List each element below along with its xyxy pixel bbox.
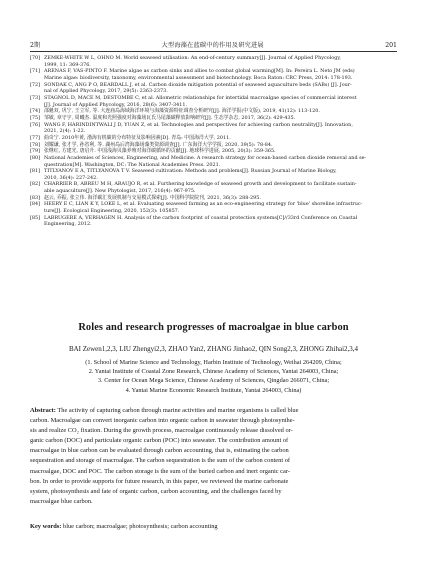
- reference-text: 邹敏, 章守宇, 周曦杰. 温度和光照强度对海藻场瓦氏马尾藻碳释放影响研究[J]. 生态学杂志, 2017, 36(2): 429-435.: [44, 114, 296, 121]
- reference-number: [77]: [30, 134, 41, 141]
- abstract-line: macroalgae in blue carbon can be evaluated through carbon accounting, that is, estimating the carbon: [30, 447, 289, 455]
- reference-text: 2010, 36(4): 227-242.: [44, 174, 98, 181]
- author-list: BAI Zewen1,2,3, LIU Zhengyi2,3, ZHAO Yan2, ZHANG Jinhao2, QIN Song2,3, ZHONG Zhihai2,3,4: [68, 345, 359, 353]
- reference-text: WANG F, HARINDINTWALI J D, YUAN Z, et al. Technologies and perspectives for achieving carbon neutrality[J]. Innovation,: [44, 121, 353, 128]
- reference-number: [30, 75, 44, 82]
- reference-number: [74]: [30, 108, 41, 115]
- reference-entry: [30, 195, 397, 202]
- reference-entry: [30, 55, 397, 62]
- reference-text: CHARRIER B, ABREU M H, ARAUJO R, et al. Furthering knowledge of seaweed growth and development to facilitate sustain-: [44, 181, 357, 188]
- reference-list: [30, 55, 397, 228]
- reference-number: [71]: [30, 68, 41, 75]
- reference-text: SONDAK C, ANG P O, BEARDALL J, et al. Carbon dioxide mitigation potential of seaweed aquaculture beds (SABs) [J]. Jour-: [44, 81, 352, 88]
- reference-text: Engineering, 2012.: [44, 221, 92, 228]
- abstract-line: sis and realize CO₂ fixation. During the growth process, macroalgae continuously release dissolved or-: [30, 427, 293, 435]
- affiliations: [30, 358, 397, 395]
- reference-entry: [30, 88, 397, 95]
- abstract-line: bon. In order to provide supports for future research, in this paper, we reviewed the marine carbonate: [30, 477, 289, 485]
- reference-text: TITLYANOV E A, TITLYANOVA T V. Seaweed cultivation: Methods and problems[J]. Russian Journal of Marine Biology,: [44, 168, 337, 175]
- abstract: [30, 406, 397, 507]
- reference-text: LABRUGERE A, VERHAGEN H. Analysis of the carbon footprint of coastal protection systems[C]//33rd Conference on Coastal: [44, 214, 358, 221]
- affiliation-line: 3. Center for Ocean Mega Science, Chinese Academy of Sciences, Qingdao 266071, China;: [97, 377, 330, 385]
- keywords-text: blue carbon; macroalgae; photosynthesis; carbon accounting: [61, 523, 218, 530]
- reference-text: ZEMKE-WHITE W L, OHNO M. World seaweed utilisation: An end-of-century summary[J]. Journal of Applied Phycology,: [44, 55, 341, 61]
- reference-number: [30, 175, 44, 182]
- reference-number: [75]: [30, 114, 41, 121]
- reference-number: [30, 102, 44, 109]
- reference-number: [83]: [30, 194, 41, 201]
- reference-text: questration[M]. Washington, DC: The National Academies Press. 2021.: [44, 161, 221, 168]
- reference-text: able aquaculture[J]. New Phytologist, 2017, 216(4): 967-975.: [44, 188, 196, 195]
- reference-text: [J]. Journal of Applied Phycology, 2016, 28(6): 3407-3411.: [44, 101, 188, 108]
- reference-text: 邵魁双, 巩宁, 王立军, 等. 大连庙岛海域海洋环境与海藻资源特征调查分析研究[J]. 海洋学报(中文版), 2019, 41(12): 113-120.: [44, 108, 320, 115]
- reference-text: 曲奇宁. 2010年黄, 渤海有机碳的分布特征及影响因素[D]. 青岛: 中国海洋大学, 2011.: [44, 134, 231, 141]
- reference-text: 张继红, 方建光, 唐启升. 中国浅海贝藻养殖对海洋碳循环的贡献[J]. 地球科学进展, 2005, 20(3): 359-365.: [44, 148, 276, 155]
- reference-entry: [30, 168, 397, 175]
- reference-text: 2021, 2(4): 1-22.: [44, 128, 86, 135]
- reference-text: ARENAS F, VAS-PINTO F. Marine algae as carbon sinks and allies to combat global warming[M]. In: Pereira L. Neto JM (eds): [44, 68, 355, 75]
- reference-entry: [30, 148, 397, 155]
- reference-entry: [30, 108, 397, 115]
- reference-number: [81]: [30, 168, 41, 175]
- keywords-label: Key words:: [30, 523, 62, 530]
- reference-entry: [30, 162, 397, 169]
- reference-number: [85]: [30, 214, 41, 221]
- reference-text: 赵云, 乔振, 张立伟. 海洋碳汇发展机制与交易模式探索[J]. 中国科学院院刊, 2021, 36(3): 288-295.: [44, 194, 261, 201]
- reference-number: [30, 162, 44, 169]
- reference-number: [73]: [30, 94, 41, 101]
- abstract-line: system, photosynthesis and fate of organic carbon, carbon accounting, and the challenges faced by: [30, 487, 282, 495]
- page-number: 201: [385, 42, 397, 49]
- reference-entry: [30, 155, 397, 162]
- abstract-label: Abstract:: [30, 407, 56, 414]
- reference-number: [80]: [30, 154, 41, 161]
- reference-entry: [30, 95, 397, 102]
- reference-number: [70]: [30, 55, 41, 61]
- reference-number: [30, 62, 44, 69]
- reference-text: STAGNOL D, MACE M, DESTOMBE C, et al. Allometric relationships for intertidal macroalgae species of commercial interest: [44, 94, 357, 101]
- reference-entry: [30, 188, 397, 195]
- keywords: [30, 523, 397, 530]
- reference-entry: [30, 122, 397, 129]
- affiliation-line: 2. Yantai Institute of Coastal Zone Research, Chinese Academy of Sciences, Yantai 264003, China;: [88, 368, 339, 376]
- reference-text: 1999, 11: 369-376.: [44, 61, 91, 68]
- abstract-line: macroalgae, DOC and POC. The carbon storage is the sum of the buried carbon and inert organic car-: [30, 467, 290, 475]
- reference-text: 刘耀谦, 张才学, 孙省利, 等. 湖州岛后湾海藻场藻类资源调查[J]. 广东海洋大学学报, 2020, 39(5): 78-84.: [44, 141, 273, 148]
- affiliation-line: (1. School of Marine Science and Technology, Harbin Institute of Technology, Weihai 264209, China;: [85, 359, 342, 366]
- reference-number: [72]: [30, 81, 41, 88]
- issue-label: 2期: [30, 42, 41, 49]
- reference-entry: [30, 215, 397, 222]
- running-title: 大型海藻在蓝碳中的作用及研究进展: [161, 42, 264, 49]
- abstract-text: The activity of capturing carbon through marine activities and marine organisms is called blue: [55, 407, 299, 414]
- reference-entry: [30, 221, 397, 228]
- abstract-line: sequestration and storage of macroalgae. The carbon sequestration is the sum of the carbon content of: [30, 457, 291, 465]
- abstract-line: macroalgae blue carbon.: [30, 497, 93, 505]
- reference-text: HEERY E C, LIAN K Y, LOKE L, et al. Evaluating seaweed farming as an eco-engineering strategy for 'blue' shoreline infrastruc-: [44, 201, 363, 208]
- reference-entry: [30, 75, 397, 82]
- reference-entry: [30, 208, 397, 215]
- abstract-line: [30, 406, 397, 416]
- reference-number: [30, 221, 44, 228]
- reference-number: [82]: [30, 181, 41, 188]
- reference-entry: [30, 115, 397, 122]
- abstract-line: ganic carbon (DOC) and particulate organic carbon (POC) into seawater. The contribution amount of: [30, 437, 289, 445]
- reference-text: nal of Applied Phycology, 2017, 29(5): 2363-2373.: [44, 88, 168, 95]
- reference-entry: [30, 68, 397, 75]
- reference-number: [84]: [30, 201, 41, 208]
- reference-number: [79]: [30, 148, 41, 155]
- affiliation-line: 4. Yantai Marine Economic Research Institute, Yantai 264003, China): [125, 386, 302, 394]
- reference-number: [76]: [30, 121, 41, 128]
- article-title: Roles and research progresses of macroalgae in blue carbon: [78, 322, 349, 333]
- reference-number: [30, 188, 44, 195]
- running-header: [30, 40, 397, 52]
- reference-entry: [30, 175, 397, 182]
- reference-number: [30, 128, 44, 135]
- reference-text: National Academies of Sciences, Engineering, and Medicine. A research strategy for ocean-based carbon dioxide removal and se-: [44, 154, 367, 161]
- reference-number: [30, 88, 44, 95]
- reference-entry: [30, 135, 397, 142]
- reference-entry: [30, 128, 397, 135]
- abstract-line: carbon. Macroalgae can convert inorganic carbon into organic carbon in seawater through photosynthe-: [30, 417, 295, 425]
- reference-text: Marine algae: biodiversity, taxonomy, environmental assessment and biotechnology. Boca Raton: CRC Press, 2014: 178-193.: [44, 74, 353, 81]
- reference-text: ture[J]. Ecological Engineering, 2020, 152(3): 105857.: [44, 208, 180, 215]
- reference-number: [30, 208, 44, 215]
- reference-number: [78]: [30, 141, 41, 148]
